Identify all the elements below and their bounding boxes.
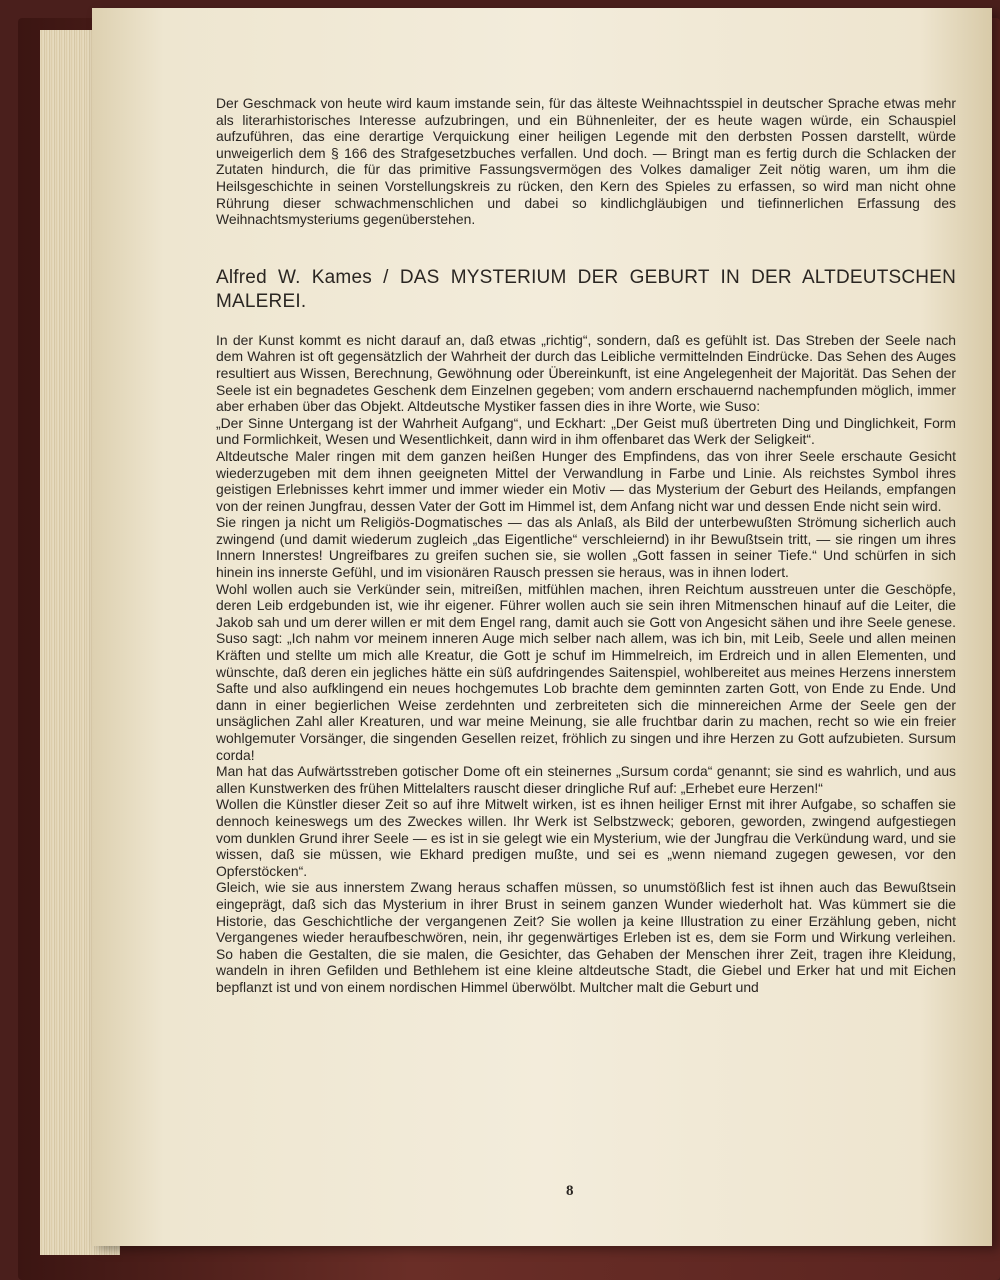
body-paragraph: Man hat das Aufwärtsstreben gotischer Dome oft ein steinernes „Sursum corda“ genannt; sie sind es wahrlich, und aus allen Kunstwerken des frühen Mittelalters rauscht dieser dringliche Ruf auf: „Erhebet eure Herzen!“ <box>216 763 956 796</box>
body-paragraph: Wohl wollen auch sie Verkünder sein, mitreißen, mitfühlen machen, ihren Reichtum ausstreuen unter die Geschöpfe, deren Leib erdgebunden ist, wie ihr eigener. Führer wollen auch sie sein ihren Mitmenschen hinauf auf die Leiter, die Jakob sah und um derer willen er mit dem Engel rang, damit auch sie Gott von Angesicht sähen und ihre Seele genese. Suso sagt: „Ich nahm vor meinem inneren Auge mich selber nach allem, was ich bin, mit Leib, Seele und allen meinen Kräften und stellte um mich alle Kreatur, die Gott je schuf im Himmelreich, im Erdreich und in allen Elementen, und wünschte, daß deren ein jegliches hätte ein süß aufdringendes Saitenspiel, wohlbereitet aus meines Herzens innerstem Safte und also aufklingend ein neues hochgemutes Lob brachte dem geminnten zarten Gott, von Ende zu Ende. Und dann in einer begierlichen Weise zerdehnten und zerbreiteten sich die minnereichen Arme der Seele gen der unsäglichen Zahl aller Kreaturen, und war meine Meinung, sie alle fruchtbar darin zu machen, recht so wie ein freier wohlgemuter Vorsänger, die singenden Gesellen reizet, fröhlich zu singen und ihre Herzen zu Gott aufzubieten. Sursum corda! <box>216 580 956 763</box>
body-paragraph: Gleich, wie sie aus innerstem Zwang heraus schaffen müssen, so unumstößlich fest ist ihnen auch das Bewußtsein eingeprägt, daß sich das Mysterium in ihrer Brust in seinem ganzen Wunder wiederholt hat. Was kümmert sie die Historie, das Geschichtliche der vergangenen Zeit? Sie wollen ja keine Illustration zu einer Erzählung geben, nicht Vergangenes wieder heraufbeschwören, nein, ihr gegenwärtiges Erleben ist es, dem sie Form und Wirkung verleihen. So haben die Gestalten, die sie malen, die Gesichter, das Gehaben der Menschen ihrer Zeit, tragen ihre Kleidung, wandeln in ihren Gefilden und Bethlehem ist eine kleine altdeutsche Stadt, die Giebel und Erker hat und mit Eichen bepflanzt ist und von einem nordischen Himmel überwölbt. Multcher malt die Geburt und <box>216 879 956 995</box>
body-paragraph: Altdeutsche Maler ringen mit dem ganzen heißen Hunger des Empfindens, das von ihrer Seele erschaute Gesicht wiederzugeben mit dem ihnen geeigneten Mittel der Verwandlung in Farbe und Linie. Als reichstes Symbol ihres geistigen Erlebnisses kehrt immer und immer wieder ein Motiv — das Mysterium der Geburt des Heilands, empfangen von der reinen Jungfrau, dessen Vater der Gott im Himmel ist, dem Anfang nicht war und dessen Ende nicht sein wird. <box>216 447 956 514</box>
body-paragraph: In der Kunst kommt es nicht darauf an, daß etwas „richtig“, sondern, daß es gefühlt ist. Das Streben der Seele nach dem Wahren ist oft gegensätzlich der Wahrheit der durch das Leibliche vermittelnden Eindrücke. Das Sehen des Auges resultiert aus Wissen, Berechnung, Gewöhnung oder Übereinkunft, ist eine Angelegenheit der Majorität. Das Sehen der Seele ist ein begnadetes Geschenk dem Einzelnen gegeben; vom andern erschauernd nachempfunden möglich, immer aber erhaben über das Objekt. Altdeutsche Mystiker fassen dies in ihre Worte, wie Suso: <box>216 331 956 415</box>
page-text <box>216 95 956 996</box>
body-paragraph: Wollen die Künstler dieser Zeit so auf ihre Mitwelt wirken, ist es ihnen heiliger Ernst mit ihrer Aufgabe, so schaffen sie dennoch keineswegs um des Zweckes willen. Ihr Werk ist Selbstzweck; geboren, geworden, zwingend aufgestiegen vom dunklen Grund ihrer Seele — es ist in sie gelegt wie ein Mysterium, wie der Jungfrau die Verkündung ward, und sie wissen, daß sie müssen, wie Ekhard predigen mußte, und sei es „wenn niemand zugegen gewesen, vor den Opferstöcken“. <box>216 796 956 879</box>
article-heading <box>216 266 956 314</box>
intro-paragraph: Der Geschmack von heute wird kaum imstande sein, für das älteste Weihnachtsspiel in deutscher Sprache etwas mehr als literarhistorisches Interesse aufzubringen, und ein Bühnenleiter, der es heute wagen würde, ein Schauspiel aufzuführen, das eine derartige Verquickung einer heiligen Legende mit den derbsten Possen darstellt, würde unweigerlich dem § 166 des Strafgesetzbuches verfallen. Und doch. — Bringt man es fertig durch die Schlacken der Zutaten hindurch, die für das primitive Fassungsvermögen des Volkes damaliger Zeit nötig waren, um ihm die Heilsgeschichte in seinen Vorstellungskreis zu rücken, den Kern des Spieles zu erfassen, so wird man nicht ohne Rührung dieser schwachmenschlichen und dabei so kindlichgläubigen und tiefinnerlichen Erfassung des Weihnachtsmysteriums gegenüberstehen. <box>216 95 956 228</box>
body-paragraph: „Der Sinne Untergang ist der Wahrheit Aufgang“, und Eckhart: „Der Geist muß übertreten Ding und Dinglichkeit, Form und Formlichkeit, Wesen und Wesentlichkeit, dann wird in ihm offenbaret das Werk der Seligkeit“. <box>216 414 956 448</box>
article-separator: / <box>383 266 389 288</box>
article-title: DAS MYSTERIUM DER GEBURT IN DER ALTDEUTSCHEN MALEREI. <box>216 266 957 312</box>
page-number: 8 <box>566 1183 574 1199</box>
body-paragraph: Sie ringen ja nicht um Religiös-Dogmatisches — das als Anlaß, als Bild der unterbewußten Strömung sicherlich auch zwingend (und damit wiederum zugleich „das Eigentliche“ verschleiernd) in ihr Bewußtsein tritt, — sie ringen um ihres Innern Innerstes! Ungreifbares zu greifen suchen sie, sie wollen „Gott fassen in seiner Tiefe.“ Und schürfen in sich hinein ins innerste Gefühl, und im visionären Rausch pressen sie heraus, was in ihnen lodert. <box>216 514 956 581</box>
article-author: Alfred W. Kames <box>216 266 372 288</box>
